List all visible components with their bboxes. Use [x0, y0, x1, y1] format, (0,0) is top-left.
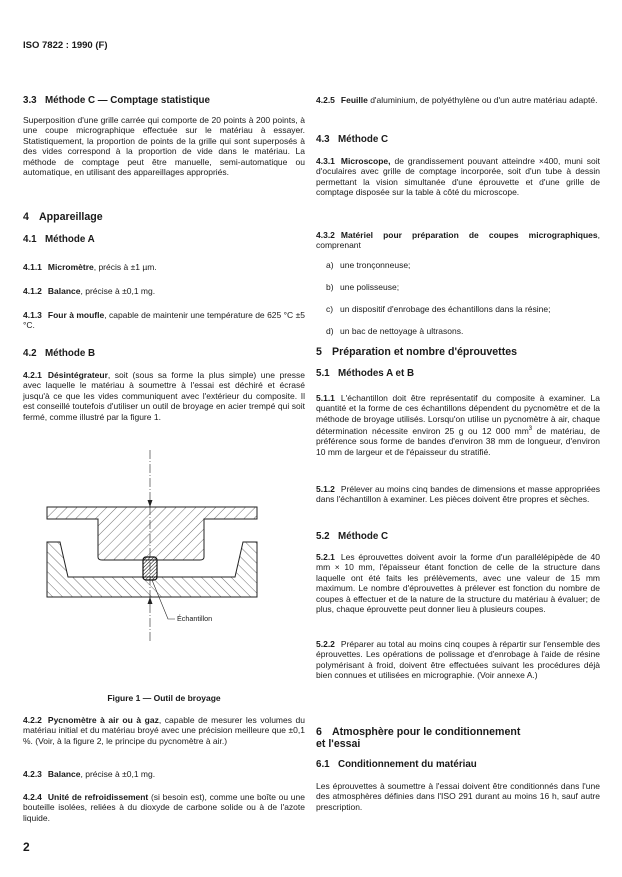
paragraph-4-3-2: [316, 230, 600, 251]
paragraph-4-2-4: [23, 792, 305, 823]
section-number: 3.3: [23, 95, 37, 106]
list-key: a): [326, 260, 334, 270]
clause-text: Prélever au moins cinq bandes de dimensions et masse appropriées dans l'échantillon à examiner. Les pièces doivent être propres et sèches.: [316, 484, 600, 505]
heading-5-2: [316, 531, 600, 542]
paragraph-4-3-1: [316, 156, 600, 198]
list-item: [316, 282, 600, 292]
heading-6: [316, 726, 600, 750]
clause-text: , précise à ±0,1 mg.: [80, 769, 156, 779]
clause-text: L'échantillon doit être représentatif du composite à examiner. La quantité et la forme de ces échantillons dépendent du pycnomètre et de la méthode de broyage utilisés. Lorsqu'on utilise un pycnomètre à air, chaque détermination nécessite environ 25 g ou 12 000 mm: [316, 393, 600, 437]
section-number: 5.2: [316, 531, 330, 542]
clause-term: Microscope,: [340, 156, 391, 166]
clause-term: Unité de refroidissement: [47, 792, 149, 802]
page-number: 2: [23, 840, 30, 854]
clause-text: , soit (sous sa forme la plus simple) une presse avec laquelle le matériau à soumettre à l'essai est déchiré et écrasé jusqu'à ce que les vides communiquent avec l'extérieur du composite. Il est conseillé toutefois d'utiliser un outil de broyage en acier trempé qui soit fermé, comme illustré par la figure 1.: [23, 370, 305, 422]
heading-5: [316, 346, 600, 358]
section-title: Préparation et nombre d'éprouvettes: [332, 346, 518, 358]
section-number: 5.1: [316, 368, 330, 379]
section-title: Méthodes A et B: [338, 368, 415, 379]
figure-label-echantillon: Échantillon: [177, 614, 213, 623]
list-key: c): [326, 304, 334, 314]
clause-term: Balance: [47, 286, 81, 296]
clause-number: 4.2.3: [23, 769, 42, 779]
clause-text: de matériau, de préférence sous forme de bandes d'environ 38 mm de longueur, d'environ 10 mm de largeur et de l'épaisseur du stratifié.: [316, 426, 600, 457]
punch-body: [47, 507, 257, 560]
paragraph-5-1-1: [316, 393, 600, 457]
clause-text: , comprenant: [316, 230, 600, 251]
clause-number: 4.1.2: [23, 286, 42, 296]
paragraph-4-2-2: [23, 715, 305, 746]
clause-number: 4.2.4: [23, 792, 42, 802]
section-number: 4.3: [316, 134, 330, 145]
list-text: une tronçonneuse;: [340, 260, 411, 270]
clause-number: 4.1.3: [23, 310, 42, 320]
list-text: un bac de nettoyage à ultrasons.: [340, 326, 464, 336]
clause-term: Désintégrateur: [47, 370, 108, 380]
heading-5-1: [316, 368, 600, 379]
list-text: un dispositif d'enrobage des échantillons dans la résine;: [340, 304, 551, 314]
section-title: Conditionnement du matériau: [338, 759, 477, 770]
clause-term: Four à moufle: [47, 310, 105, 320]
clause-text: d'aluminium, de polyéthylène ou d'un autre matériau adapté.: [367, 95, 598, 105]
document-header: ISO 7822 : 1990 (F): [23, 40, 108, 51]
section-title: Atmosphère pour le conditionnement: [332, 726, 521, 738]
section-number: 4: [23, 211, 29, 223]
heading-4-3: [316, 134, 600, 145]
clause-text: , précise à ±0,1 mg.: [80, 286, 156, 296]
section-title: Méthode B: [45, 348, 96, 359]
list-text: une polisseuse;: [340, 282, 400, 292]
clause-text: de grandissement pouvant atteindre ×400, muni soit d'oculaires avec grille de comptage incorporée, soit d'un tube à dessin permettant la vision simultanée d'une éprouvette et d'une grille de comptage disposée sur la table à côté du microscope.: [316, 156, 600, 198]
clause-term: Micromètre: [47, 262, 94, 272]
list-key: d): [326, 326, 334, 336]
section-title: Méthode C: [338, 531, 389, 542]
section-number: 6: [316, 726, 322, 738]
clause-number: 4.3.2: [316, 230, 335, 240]
clause-text: Les éprouvettes doivent avoir la forme d'un parallélépipède de 40 mm × 10 mm, l'épaisseur étant fonction de celle de la structure dans laquelle ont été faits les prélèvements, avec une valeur de 15 mm maximum. Le nombre d'éprouvettes à prélever est fonction du nombre de coupes à effectuer et de la nature de la structure du matériau à évaluer; de plus, chaque éprouvette peut donner lieu à plusieurs coupes.: [316, 552, 600, 615]
paragraph-5-2-1: [316, 552, 600, 614]
clause-text: (si besoin est), comme une boîte ou une bouteille isolées, reliées à du dioxyde de carbone solide ou à de l'azote liquide.: [23, 792, 305, 823]
section-number: 5: [316, 346, 322, 358]
paragraph-4-2-5: [316, 95, 600, 105]
paragraph-6-1: Les éprouvettes à soumettre à l'essai doivent être conditionnés dans l'une des atmosphères définies dans l'ISO 291 durant au moins 16 h, sauf autre prescription.: [316, 781, 600, 812]
clause-text: Préparer au total au moins cinq coupes à répartir sur l'ensemble des éprouvettes. Les opérations de polissage et d'enrobage à l'aide de résine polymérisant à froid, doivent être effectuées suivant les procédures déjà bien connues et utilisées en micrographie. (Voir annexe A.): [316, 639, 600, 681]
clause-number: 4.2.1: [23, 370, 42, 380]
clause-text: , capable de mesurer les volumes du matériau initial et du matériau broyé avec une précision meilleure que ±0,1 %. (Voir, à la figure 2, le principe du pycnomètre à air.): [23, 715, 306, 746]
superscript: 3: [528, 426, 533, 433]
section-title: Méthode C — Comptage statistique: [45, 95, 210, 106]
list-item: [316, 260, 600, 270]
section-title: Méthode A: [45, 234, 95, 245]
paragraph-3-3: Superposition d'une grille carrée qui comporte de 20 points à 200 points, à une coupe micrographique effectuée sur le matériau à essayer. Statistiquement, la proportion de points de la grille qui sont superposés à des vides correspond à la proportion de vide dans le matériau. La méthode de comptage peut être manuelle, semi-automatique ou automatique, en utilisant des appareillages appropriés.: [23, 115, 305, 178]
clause-term: Matériel pour préparation de coupes micrographiques: [340, 230, 598, 240]
clause-number: 4.3.1: [316, 156, 335, 166]
arrow-down-icon: [148, 500, 153, 507]
section-title: Appareillage: [39, 211, 103, 223]
clause-number: 4.2.2: [23, 715, 42, 725]
section-number: 4.2: [23, 348, 37, 359]
clause-number: 5.2.1: [316, 552, 335, 562]
clause-number: 4.2.5: [316, 95, 335, 105]
list-key: b): [326, 282, 334, 292]
paragraph-4-2-3: [23, 769, 305, 779]
section-title: et l'essai: [316, 738, 361, 750]
section-number: 6.1: [316, 759, 330, 770]
arrow-up-icon: [148, 597, 153, 604]
clause-number: 5.1.2: [316, 484, 335, 494]
clause-text: , précis à ±1 µm.: [93, 262, 157, 272]
paragraph-5-2-2: [316, 639, 600, 681]
clause-number: 5.1.1: [316, 393, 335, 403]
clause-number: 5.2.2: [316, 639, 335, 649]
list-item: [316, 304, 600, 314]
paragraph-5-1-2: [316, 484, 600, 505]
clause-number: 4.1.1: [23, 262, 42, 272]
heading-6-1: [316, 759, 600, 770]
figure-caption: Figure 1 — Outil de broyage: [107, 693, 221, 703]
clause-term: Balance: [47, 769, 81, 779]
clause-term: Feuille: [340, 95, 368, 105]
section-number: 4.1: [23, 234, 37, 245]
list-item: [316, 326, 600, 336]
clause-text: , capable de maintenir une température de 625 °C ±5 °C.: [23, 310, 305, 331]
section-title: Méthode C: [338, 134, 389, 145]
clause-term: Pycnomètre à air ou à gaz: [47, 715, 159, 725]
